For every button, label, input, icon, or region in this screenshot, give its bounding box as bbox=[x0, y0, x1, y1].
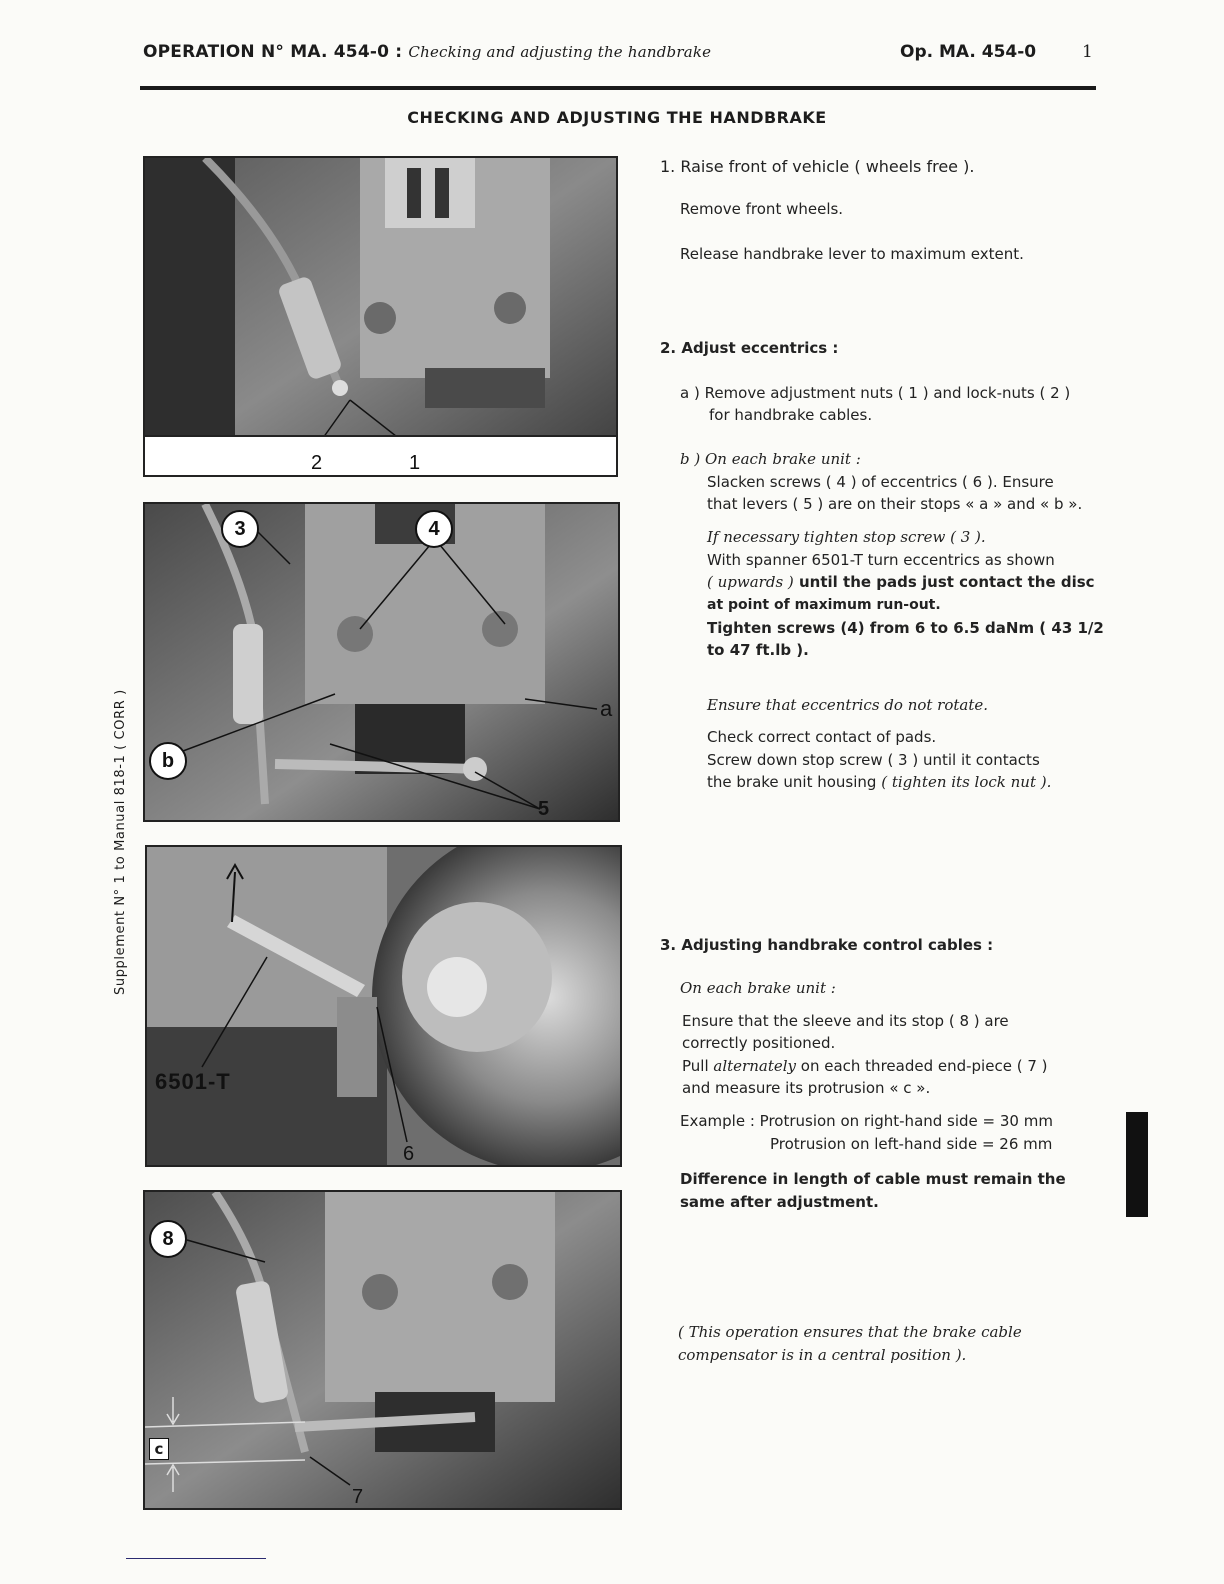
label-a: a bbox=[600, 696, 613, 721]
step-3-line-3-c: on each threaded end-piece ( 7 ) bbox=[796, 1057, 1048, 1075]
step-3-line-1: Ensure that the sleeve and its stop ( 8 ) are bbox=[682, 1012, 1009, 1030]
step-2-b-line-1: b ) On each brake unit : bbox=[680, 450, 861, 468]
step-2-b-line-4: If necessary tighten stop screw ( 3 ). bbox=[707, 528, 986, 546]
footer-rule bbox=[126, 1558, 266, 1559]
step-3-line-3-italic: alternately bbox=[713, 1057, 797, 1075]
step-3-example-1: Example : Protrusion on right-hand side = 30 mm bbox=[680, 1112, 1053, 1130]
step-2-b-line-9: to 47 ft.lb ). bbox=[707, 641, 809, 659]
step-2-b-line-10: Ensure that eccentrics do not rotate. bbox=[707, 696, 989, 714]
step-2-a-line-1: a ) Remove adjustment nuts ( 1 ) and lock-nuts ( 2 ) bbox=[680, 384, 1071, 402]
step-3-sub: On each brake unit : bbox=[680, 979, 836, 997]
supplement-note: Supplement N° 1 to Manual 818-1 ( CORR ) bbox=[113, 689, 128, 995]
label-8: 8 bbox=[149, 1220, 187, 1258]
step-2-b-line-6 bbox=[707, 571, 1095, 593]
label-7: 7 bbox=[352, 1486, 364, 1508]
step-3-line-3 bbox=[682, 1055, 1047, 1077]
margin-tab-marker bbox=[1126, 1112, 1148, 1217]
step-2-b-line-12: Screw down stop screw ( 3 ) until it contacts bbox=[707, 751, 1040, 769]
step-3-note-2: compensator is in a central position ). bbox=[678, 1346, 967, 1364]
label-b: b bbox=[149, 742, 187, 780]
step-2-b-line-13-italic: ( tighten its lock nut ). bbox=[881, 773, 1052, 791]
step-2-b-line-7: at point of maximum run-out. bbox=[707, 597, 941, 613]
step-3-line-3-a: Pull bbox=[682, 1057, 714, 1075]
header-operation bbox=[143, 42, 711, 62]
label-2: 2 bbox=[311, 452, 323, 474]
figure-2-photo bbox=[143, 502, 620, 822]
step-2-b-line-3: that levers ( 5 ) are on their stops « a » and « b ». bbox=[707, 495, 1083, 513]
step-3-bold-2: same after adjustment. bbox=[680, 1193, 879, 1211]
step-3-line-2: correctly positioned. bbox=[682, 1034, 836, 1052]
step-2-b-line-5: With spanner 6501-T turn eccentrics as shown bbox=[707, 551, 1055, 569]
label-3: 3 bbox=[221, 510, 259, 548]
header-rule bbox=[140, 86, 1096, 90]
step-2-b-line-6-bold: until the pads just contact the disc bbox=[793, 573, 1095, 591]
step-3-heading: 3. Adjusting handbrake control cables : bbox=[660, 936, 994, 954]
page-title: CHECKING AND ADJUSTING THE HANDBRAKE bbox=[407, 108, 827, 127]
figure-1-photo bbox=[143, 156, 618, 477]
label-tool: 6501-T bbox=[155, 1069, 231, 1094]
step-3-line-4: and measure its protrusion « c ». bbox=[682, 1079, 931, 1097]
step-1-line-1: 1. Raise front of vehicle ( wheels free ). bbox=[660, 157, 975, 176]
label-5: 5 bbox=[538, 798, 550, 820]
step-1-line-2: Remove front wheels. bbox=[680, 200, 844, 218]
step-3-note-1: ( This operation ensures that the brake cable bbox=[678, 1323, 1022, 1341]
step-3-bold-1: Difference in length of cable must remain the bbox=[680, 1170, 1066, 1188]
operation-subtitle: Checking and adjusting the handbrake bbox=[408, 43, 712, 61]
label-4: 4 bbox=[415, 510, 453, 548]
step-2-b-line-8: Tighten screws (4) from 6 to 6.5 daNm ( 43 1/2 bbox=[707, 619, 1104, 637]
page-number: 1 bbox=[1082, 42, 1093, 62]
step-1-line-3: Release handbrake lever to maximum extent. bbox=[680, 245, 1024, 263]
label-1: 1 bbox=[409, 452, 421, 474]
step-2-b-line-13 bbox=[707, 771, 1051, 793]
figure-4-photo bbox=[143, 1190, 622, 1510]
step-3-example-2: Protrusion on left-hand side = 26 mm bbox=[770, 1135, 1053, 1153]
step-2-b-line-13-text: the brake unit housing bbox=[707, 773, 882, 791]
step-2-b-line-11: Check correct contact of pads. bbox=[707, 728, 937, 746]
operation-number: OPERATION N° MA. 454-0 : bbox=[143, 42, 403, 62]
step-2-b-line-6-italic: ( upwards ) bbox=[707, 573, 794, 591]
step-2-a-line-2: for handbrake cables. bbox=[709, 406, 873, 424]
figure-3-photo bbox=[145, 845, 622, 1167]
label-c: c bbox=[149, 1438, 169, 1460]
step-2-heading: 2. Adjust eccentrics : bbox=[660, 339, 839, 357]
label-6: 6 bbox=[403, 1143, 415, 1165]
step-2-b-line-2: Slacken screws ( 4 ) of eccentrics ( 6 ). Ensure bbox=[707, 473, 1054, 491]
operation-reference: Op. MA. 454-0 bbox=[900, 42, 1037, 62]
